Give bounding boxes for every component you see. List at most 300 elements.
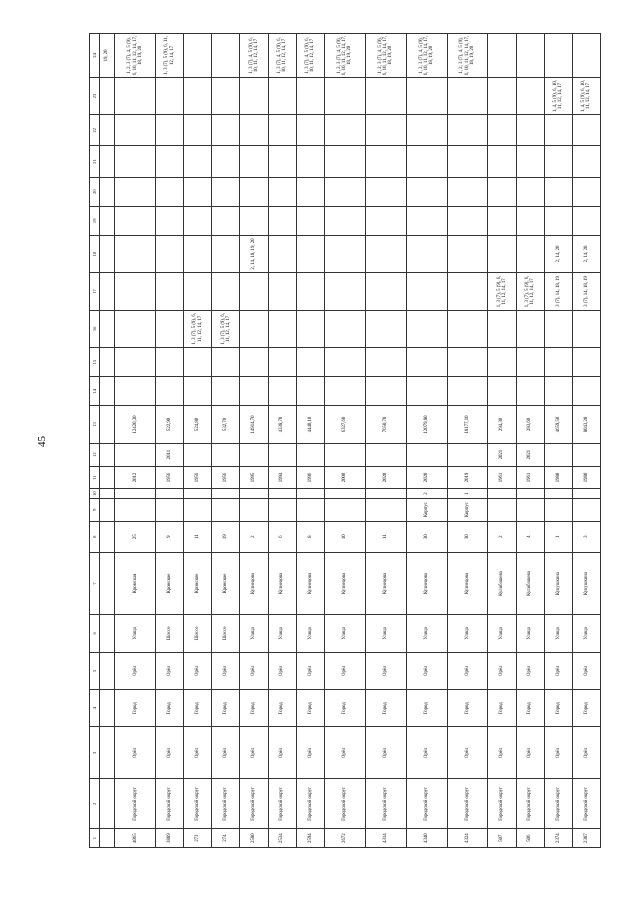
table-cell (100, 829, 115, 848)
table-cell (365, 489, 406, 498)
table-row (324, 34, 365, 848)
column-number-cell: 13 (90, 406, 100, 443)
table-row (488, 34, 516, 848)
table-cell (447, 377, 488, 406)
table-cell: Шоссе (212, 615, 240, 652)
table-cell: 1, 3 (7), 5 (9), 6, 11, 12, 14, 17 (488, 273, 516, 310)
table-row (268, 34, 296, 848)
rotated-table-container (89, 33, 601, 848)
table-cell (572, 177, 600, 206)
table-row (184, 34, 212, 848)
column-number-cell: 5 (90, 652, 100, 689)
table-cell: Орёл (406, 652, 447, 689)
table-cell: 1980 (572, 466, 600, 489)
column-number-cell: 12 (90, 443, 100, 466)
table-cell (365, 77, 406, 114)
table-cell: Орёл (212, 652, 240, 689)
column-number-cell: 15 (90, 348, 100, 377)
table-cell: Орёл (115, 652, 156, 689)
column-number-cell: 1 (90, 829, 100, 848)
table-cell (296, 77, 324, 114)
table-cell (184, 377, 212, 406)
table-cell: 19 (212, 521, 240, 552)
table-cell (296, 489, 324, 498)
table-cell (365, 273, 406, 310)
column-number-cell: 16 (90, 310, 100, 347)
table-cell: Городской округ (544, 779, 572, 829)
table-cell (240, 115, 268, 146)
table-cell (296, 348, 324, 377)
table-cell: Городской округ (184, 779, 212, 829)
table-cell (365, 206, 406, 235)
table-cell (296, 498, 324, 521)
table-cell: Улица (268, 615, 296, 652)
table-cell (100, 498, 115, 521)
table-cell: Орёл (516, 727, 544, 779)
table-cell (572, 377, 600, 406)
table-cell: Улица (572, 615, 600, 652)
table-cell (296, 377, 324, 406)
table-row (406, 34, 447, 848)
table-cell: 2 (488, 521, 516, 552)
column-number-cell: 22 (90, 115, 100, 146)
table-cell (516, 348, 544, 377)
table-cell: Кузнецова (296, 552, 324, 614)
table-cell (516, 115, 544, 146)
table-cell: 4659,50 (544, 406, 572, 443)
table-cell: Улица (544, 615, 572, 652)
table-row (212, 34, 240, 848)
table-cell: 2672 (324, 829, 365, 848)
table-cell (447, 443, 488, 466)
table-cell (100, 443, 115, 466)
table-cell: 3 (7), 14, 18, 19 (544, 273, 572, 310)
table-cell: 1 (544, 521, 572, 552)
table-cell: Орёл (296, 727, 324, 779)
table-cell: Улица (447, 615, 488, 652)
table-cell (447, 177, 488, 206)
table-cell (447, 348, 488, 377)
table-cell (212, 377, 240, 406)
table-cell: Улица (406, 615, 447, 652)
table-cell: Орёл (156, 652, 184, 689)
table-cell: 18177,10 (447, 406, 488, 443)
table-cell: Город (488, 690, 516, 727)
column-number-cell: 24 (90, 34, 100, 78)
table-cell: Кромское (212, 552, 240, 614)
table-cell (268, 146, 296, 177)
table-row (544, 34, 572, 848)
table-cell (488, 146, 516, 177)
table-cell: Кукушкина (544, 552, 572, 614)
table-cell (324, 273, 365, 310)
table-cell: Город (156, 690, 184, 727)
table-cell: 532,70 (212, 406, 240, 443)
table-cell (544, 377, 572, 406)
table-cell (156, 273, 184, 310)
table-cell: 1, 2, 3 (7), 4, 5 (9), 6, 10, 11, 12, 14, 17, 18, 19, 20 (115, 34, 156, 78)
table-cell: 1961 (488, 466, 516, 489)
table-cell (100, 521, 115, 552)
table-cell: 1956 (212, 466, 240, 489)
table-cell (156, 310, 184, 347)
table-cell: 2, 14, 20 (572, 235, 600, 272)
table-cell (365, 348, 406, 377)
column-number-cell: 10 (90, 489, 100, 498)
table-cell (115, 273, 156, 310)
table-cell (544, 310, 572, 347)
table-cell: 10 (324, 521, 365, 552)
table-cell: Городской округ (572, 779, 600, 829)
table-cell: 1, 4, 5 (9), 6, 10, 11, 12, 14, 17 (544, 77, 572, 114)
table-cell (100, 552, 115, 614)
table-cell (544, 34, 572, 78)
table-cell: 8043,20 (572, 406, 600, 443)
table-cell: 4065 (115, 829, 156, 848)
table-cell (212, 177, 240, 206)
table-cell: Улица (516, 615, 544, 652)
table-cell (324, 348, 365, 377)
table-cell (406, 77, 447, 114)
table-cell (268, 115, 296, 146)
table-cell: Кузнецова (365, 552, 406, 614)
table-cell (365, 498, 406, 521)
table-cell (516, 498, 544, 521)
column-number-cell: 21 (90, 146, 100, 177)
table-cell: Шоссе (156, 615, 184, 652)
table-cell (406, 310, 447, 347)
table-cell: 1, 3 (7), 4, 5 (9), 6, 10, 11, 12, 14, 17 (296, 34, 324, 78)
table-cell: Орёл (296, 652, 324, 689)
registry-table (89, 33, 601, 848)
table-cell (100, 727, 115, 779)
table-cell: Городской округ (115, 779, 156, 829)
table-row (240, 34, 268, 848)
column-number-cell: 17 (90, 273, 100, 310)
table-cell (488, 206, 516, 235)
table-cell (240, 177, 268, 206)
table-cell (240, 348, 268, 377)
table-cell: 2, 14, 18, 19, 20 (240, 235, 268, 272)
table-cell: Орёл (365, 727, 406, 779)
table-cell (212, 443, 240, 466)
table-cell: 2 (240, 521, 268, 552)
table-cell: 1996 (296, 466, 324, 489)
table-cell: Орёл (324, 652, 365, 689)
table-cell: Кулибашева (488, 552, 516, 614)
table-cell: Городской округ (516, 779, 544, 829)
table-cell (240, 146, 268, 177)
table-cell (447, 77, 488, 114)
table-cell (324, 489, 365, 498)
table-cell (296, 443, 324, 466)
table-cell: Город (544, 690, 572, 727)
table-cell (406, 146, 447, 177)
table-cell: 2534 (268, 829, 296, 848)
table-cell (406, 443, 447, 466)
table-cell (100, 115, 115, 146)
table-cell: Шоссе (184, 615, 212, 652)
table-cell (324, 235, 365, 272)
table-cell: Улица (240, 615, 268, 652)
table-cell (268, 377, 296, 406)
table-cell (240, 77, 268, 114)
column-number-row (90, 34, 100, 848)
table-cell: 283,60 (516, 406, 544, 443)
table-cell: Кукушкина (572, 552, 600, 614)
table-cell: Орёл (324, 727, 365, 779)
table-cell (516, 235, 544, 272)
table-cell (156, 348, 184, 377)
table-cell (324, 115, 365, 146)
table-cell (365, 443, 406, 466)
table-cell (296, 146, 324, 177)
table-cell (488, 34, 516, 78)
table-cell: Город (268, 690, 296, 727)
table-cell (240, 498, 268, 521)
table-cell: Городской округ (212, 779, 240, 829)
table-cell (488, 77, 516, 114)
table-cell (212, 146, 240, 177)
table-cell: Городской округ (406, 779, 447, 829)
table-cell (268, 310, 296, 347)
column-number-cell: 6 (90, 615, 100, 652)
table-cell: 1, 2, 3 (7), 4, 5 (9), 6, 10, 11, 12, 14, 17, 18, 19, 20 (324, 34, 365, 78)
table-body (90, 34, 601, 848)
table-cell (184, 115, 212, 146)
table-row (447, 34, 488, 848)
table-cell: Улица (296, 615, 324, 652)
table-cell (324, 443, 365, 466)
table-cell: 2021 (516, 443, 544, 466)
table-cell (100, 310, 115, 347)
table-cell (406, 377, 447, 406)
table-cell (406, 206, 447, 235)
table-cell: 1956 (156, 466, 184, 489)
table-cell (572, 443, 600, 466)
table-cell (365, 235, 406, 272)
table-cell (488, 177, 516, 206)
table-cell (324, 377, 365, 406)
table-cell: Орёл (447, 727, 488, 779)
table-cell (156, 489, 184, 498)
table-cell: Городской округ (365, 779, 406, 829)
table-cell: Кромское (184, 552, 212, 614)
table-cell (406, 235, 447, 272)
column-number-cell: 11 (90, 466, 100, 489)
table-row (100, 34, 115, 848)
table-cell: 1, 2, 3 (7), 4, 5 (9), 6, 10, 11, 12, 14, 17, 18, 19, 20 (406, 34, 447, 78)
table-cell (488, 489, 516, 498)
table-cell: Орёл (572, 727, 600, 779)
table-cell: Город (296, 690, 324, 727)
table-cell (184, 34, 212, 78)
table-cell (184, 498, 212, 521)
column-number-cell: 7 (90, 552, 100, 614)
table-cell (365, 177, 406, 206)
table-cell: 1961 (516, 466, 544, 489)
table-cell (544, 177, 572, 206)
table-cell: Улица (115, 615, 156, 652)
table-cell (406, 273, 447, 310)
column-number-cell: 4 (90, 690, 100, 727)
column-number-cell: 2 (90, 779, 100, 829)
table-cell: 6 (268, 521, 296, 552)
table-cell (212, 115, 240, 146)
table-cell: 506 (516, 829, 544, 848)
table-cell: 4340 (406, 829, 447, 848)
table-cell: 4324 (447, 829, 488, 848)
table-row (296, 34, 324, 848)
table-cell (544, 146, 572, 177)
table-cell: Орёл (488, 727, 516, 779)
table-cell (156, 235, 184, 272)
table-cell (544, 115, 572, 146)
table-cell: Кузнецова (240, 552, 268, 614)
table-cell (115, 498, 156, 521)
table-cell (212, 206, 240, 235)
table-cell (516, 177, 544, 206)
table-cell (268, 348, 296, 377)
table-cell (100, 489, 115, 498)
column-number-cell: 23 (90, 77, 100, 114)
table-cell: Город (324, 690, 365, 727)
table-cell: 2, 14, 20 (544, 235, 572, 272)
table-cell (184, 443, 212, 466)
table-cell (516, 77, 544, 114)
table-cell (572, 498, 600, 521)
table-cell (268, 77, 296, 114)
table-cell: Орёл (544, 652, 572, 689)
table-cell: Город (115, 690, 156, 727)
table-cell: Город (516, 690, 544, 727)
table-cell: Кулибашева (516, 552, 544, 614)
table-cell: Городской округ (324, 779, 365, 829)
table-cell: 4314 (365, 829, 406, 848)
table-cell: 274 (212, 829, 240, 848)
table-row (516, 34, 544, 848)
table-cell: Городской округ (156, 779, 184, 829)
column-number-cell: 18 (90, 235, 100, 272)
table-cell (156, 146, 184, 177)
table-cell: 19, 20 (100, 34, 115, 78)
table-row (365, 34, 406, 848)
table-cell: 9 (156, 521, 184, 552)
table-cell: Орёл (516, 652, 544, 689)
table-cell: 1994 (268, 466, 296, 489)
table-cell (324, 498, 365, 521)
table-cell: 4338,70 (268, 406, 296, 443)
table-cell: 25 (115, 521, 156, 552)
table-cell: 1956 (184, 466, 212, 489)
table-cell (406, 115, 447, 146)
table-cell (240, 489, 268, 498)
table-cell: Городской округ (447, 779, 488, 829)
table-cell (572, 206, 600, 235)
table-cell (572, 489, 600, 498)
table-cell (100, 615, 115, 652)
table-cell (544, 348, 572, 377)
table-cell: 3 (7), 14, 18, 19 (572, 273, 600, 310)
table-cell (156, 377, 184, 406)
table-cell (296, 115, 324, 146)
column-number-cell: 20 (90, 177, 100, 206)
table-cell (488, 115, 516, 146)
table-cell: Корпус (447, 498, 488, 521)
table-cell: Город (406, 690, 447, 727)
table-cell (100, 466, 115, 489)
table-cell: 2019 (447, 466, 488, 489)
table-cell (296, 310, 324, 347)
table-cell (100, 177, 115, 206)
table-cell (184, 489, 212, 498)
table-cell (156, 206, 184, 235)
table-cell: 2374 (544, 829, 572, 848)
table-cell (447, 206, 488, 235)
table-cell (268, 498, 296, 521)
table-cell (544, 443, 572, 466)
column-number-cell: 14 (90, 377, 100, 406)
table-cell (115, 235, 156, 272)
table-cell (184, 77, 212, 114)
table-cell: 522,90 (156, 406, 184, 443)
table-cell (100, 273, 115, 310)
table-cell: Улица (488, 615, 516, 652)
table-cell (115, 348, 156, 377)
table-cell (447, 115, 488, 146)
column-number-cell: 8 (90, 521, 100, 552)
table-cell (516, 146, 544, 177)
table-cell (100, 652, 115, 689)
table-cell (100, 377, 115, 406)
table-cell (212, 77, 240, 114)
table-cell: 273 (184, 829, 212, 848)
table-cell: 12079,80 (406, 406, 447, 443)
table-cell (268, 206, 296, 235)
table-cell (516, 310, 544, 347)
table-cell: Орёл (268, 652, 296, 689)
table-row (572, 34, 600, 848)
table-cell: Городской округ (240, 779, 268, 829)
table-cell (100, 779, 115, 829)
table-cell (100, 206, 115, 235)
table-cell: 2000 (324, 466, 365, 489)
table-cell (544, 498, 572, 521)
table-cell: 30 (406, 521, 447, 552)
table-row (156, 34, 184, 848)
table-cell: 1, 3 (7), 5 (9), 6, 11, 12, 14, 17 (156, 34, 184, 78)
table-cell (324, 177, 365, 206)
page-number: 45 (36, 436, 48, 447)
table-cell (365, 310, 406, 347)
table-cell (115, 177, 156, 206)
table-cell (184, 235, 212, 272)
table-cell (572, 34, 600, 78)
table-cell: Город (184, 690, 212, 727)
table-cell: Кромская (115, 552, 156, 614)
table-cell: Город (365, 690, 406, 727)
column-number-cell: 9 (90, 498, 100, 521)
table-cell (240, 443, 268, 466)
table-cell (100, 690, 115, 727)
table-cell (572, 115, 600, 146)
table-cell: Орёл (365, 652, 406, 689)
table-cell (488, 235, 516, 272)
table-cell (572, 348, 600, 377)
table-cell: 2594 (296, 829, 324, 848)
table-cell (447, 235, 488, 272)
table-cell: Улица (365, 615, 406, 652)
